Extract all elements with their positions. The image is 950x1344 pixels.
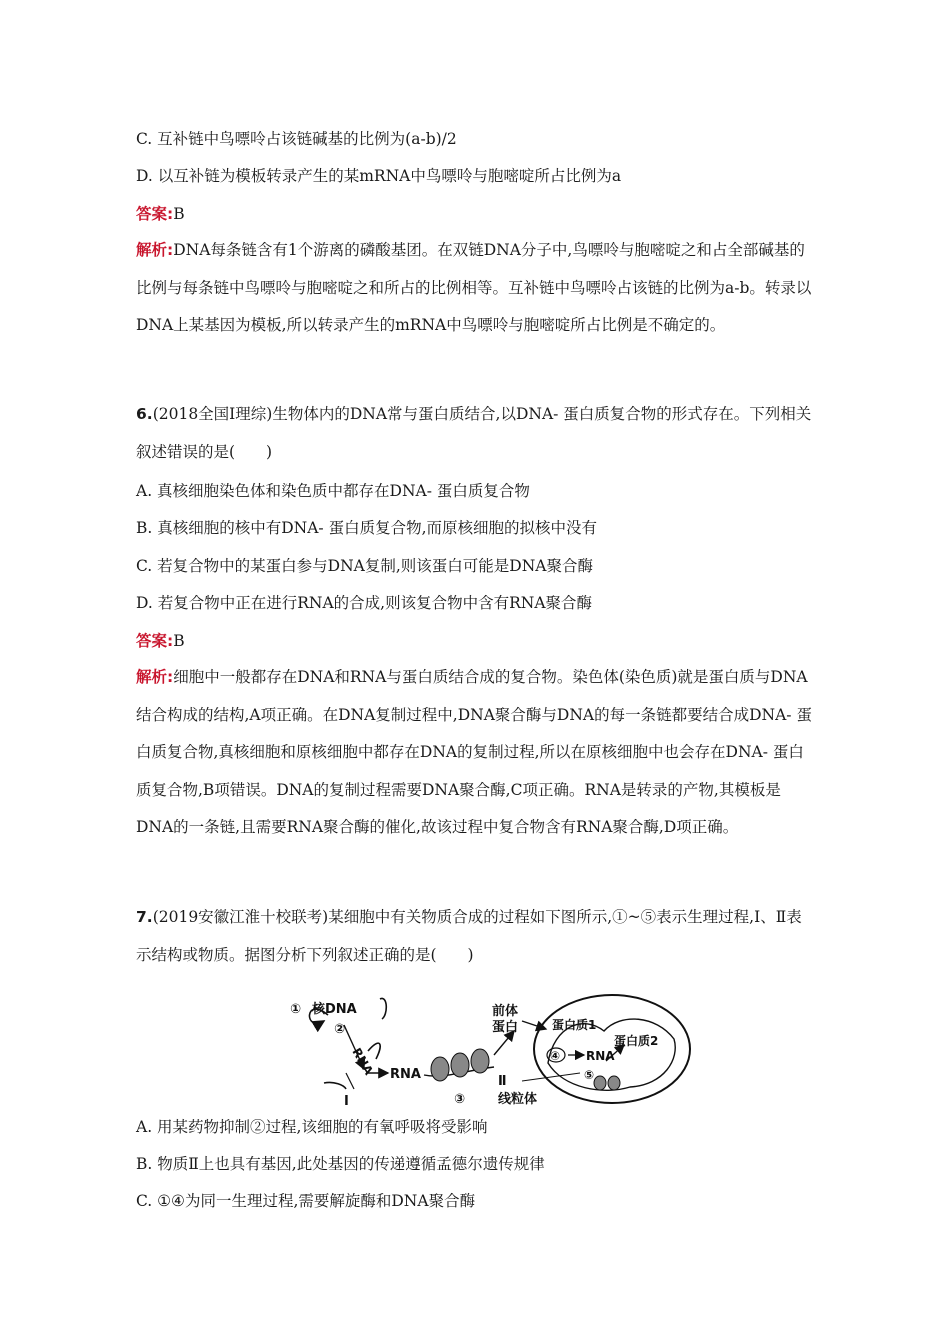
mito-rna-label: RNA	[586, 1049, 615, 1063]
step-3-label: ③	[454, 1092, 466, 1107]
nuclear-membrane-top	[380, 998, 386, 1019]
answer-label: 答案:	[136, 205, 174, 223]
q5-option-d: D. 以互补链为模板转录产生的某mRNA中鸟嘌呤与胞嘧啶所占比例为a	[136, 167, 622, 185]
precursor-label-line1: 前体	[492, 1004, 519, 1019]
analysis-text: DNA每条链含有1个游离的磷酸基团。在双链DNA分子中,鸟嘌呤与胞嘧啶之和占全部碱基的比例与每条链中鸟嘌呤与胞嘧啶之和所占的比例相等。互补链中鸟嘌呤占该链的比例为a-b。转录以DNA上某基因为模板,所以转录产生的mRNA中鸟嘌呤与胞嘧啶所占比例是不确定的。	[136, 241, 812, 335]
q6-stem	[136, 396, 816, 471]
mito-ribosome-1	[594, 1076, 606, 1090]
answer-value: B	[173, 632, 185, 650]
q6-option-b: B. 真核细胞的核中有DNA- 蛋白质复合物,而原核细胞的拟核中没有	[136, 519, 598, 537]
ribosome-3	[471, 1049, 489, 1073]
protein-2-label: 蛋白质2	[614, 1034, 659, 1048]
protein-1-label: 蛋白质1	[552, 1018, 597, 1032]
q6-answer	[136, 630, 185, 652]
mito-ribosome-2	[608, 1076, 620, 1090]
analysis-label: 解析:	[136, 668, 174, 686]
step-2-label: ②	[334, 1022, 346, 1037]
q6-option-c: C. 若复合物中的某蛋白参与DNA复制,则该蛋白可能是DNA聚合酶	[136, 557, 593, 575]
q6-option-d: D. 若复合物中正在进行RNA的合成,则该复合物中含有RNA聚合酶	[136, 594, 593, 612]
rna-main-label: RNA	[390, 1067, 421, 1082]
q6-option-a: A. 真核细胞染色体和染色质中都存在DNA- 蛋白质复合物	[136, 482, 530, 500]
pointer-line-1	[346, 1073, 354, 1089]
q6-analysis	[136, 659, 816, 847]
question-number: 7.	[136, 908, 153, 926]
analysis-label: 解析:	[136, 241, 174, 259]
step-5-label: ⑤	[584, 1068, 595, 1082]
question-number: 6.	[136, 405, 153, 423]
roman-1-label: Ⅰ	[344, 1094, 349, 1109]
precursor-label-line2: 蛋白	[492, 1020, 519, 1035]
q5-option-c: C. 互补链中鸟嘌呤占该链碱基的比例为(a-b)/2	[136, 130, 457, 148]
q5-analysis	[136, 232, 816, 345]
step-1-label: ①	[290, 1002, 302, 1017]
nucleus-dna-label: 核DNA	[312, 1002, 357, 1017]
question-stem: (2019安徽江淮十校联考)某细胞中有关物质合成的过程如下图所示,①~⑤表示生理过程,Ⅰ、Ⅱ表示结构或物质。据图分析下列叙述正确的是( )	[136, 908, 802, 964]
synthesis-diagram	[284, 985, 694, 1110]
rna-diagonal-label: RNA	[349, 1045, 376, 1078]
analysis-text: 细胞中一般都存在DNA和RNA与蛋白质结合成的复合物。染色体(染色质)就是蛋白质与DNA结合构成的结构,A项正确。在DNA复制过程中,DNA聚合酶与DNA的每一条链都要结合成DNA- 蛋白质复合物,真核细胞和原核细胞中都存在DNA的复制过程,所以在原核细胞中也会存在DNA- 蛋白质复合物,B项错误。DNA的复制过程需要DNA聚合酶,C项正确。RNA是转录的产物,其模板是DNA的一条链,且需要RNA聚合酶的催化,故该过程中复合物含有RNA聚合酶,D项正确。	[136, 668, 812, 837]
step-4-label: ④	[550, 1049, 561, 1063]
q7-stem	[136, 899, 816, 974]
answer-value: B	[173, 205, 185, 223]
roman-2-label: Ⅱ	[498, 1074, 507, 1089]
nuclear-membrane-middle	[368, 1043, 380, 1059]
pointer-line-2	[522, 1073, 580, 1081]
mitochondria-label: 线粒体	[498, 1092, 538, 1107]
answer-label: 答案:	[136, 632, 174, 650]
q7-option-b: B. 物质Ⅱ上也具有基因,此处基因的传递遵循孟德尔遗传规律	[136, 1155, 545, 1173]
question-stem: (2018全国Ⅰ理综)生物体内的DNA常与蛋白质结合,以DNA- 蛋白质复合物的形式存在。下列相关叙述错误的是( )	[136, 405, 812, 461]
q5-answer	[136, 203, 185, 225]
q7-option-a: A. 用某药物抑制②过程,该细胞的有氧呼吸将受影响	[136, 1118, 488, 1136]
nuclear-membrane-bottom	[324, 1082, 346, 1089]
ribosome-1	[431, 1057, 449, 1081]
q7-option-c: C. ①④为同一生理过程,需要解旋酶和DNA聚合酶	[136, 1192, 476, 1210]
ribosome-2	[451, 1053, 469, 1077]
